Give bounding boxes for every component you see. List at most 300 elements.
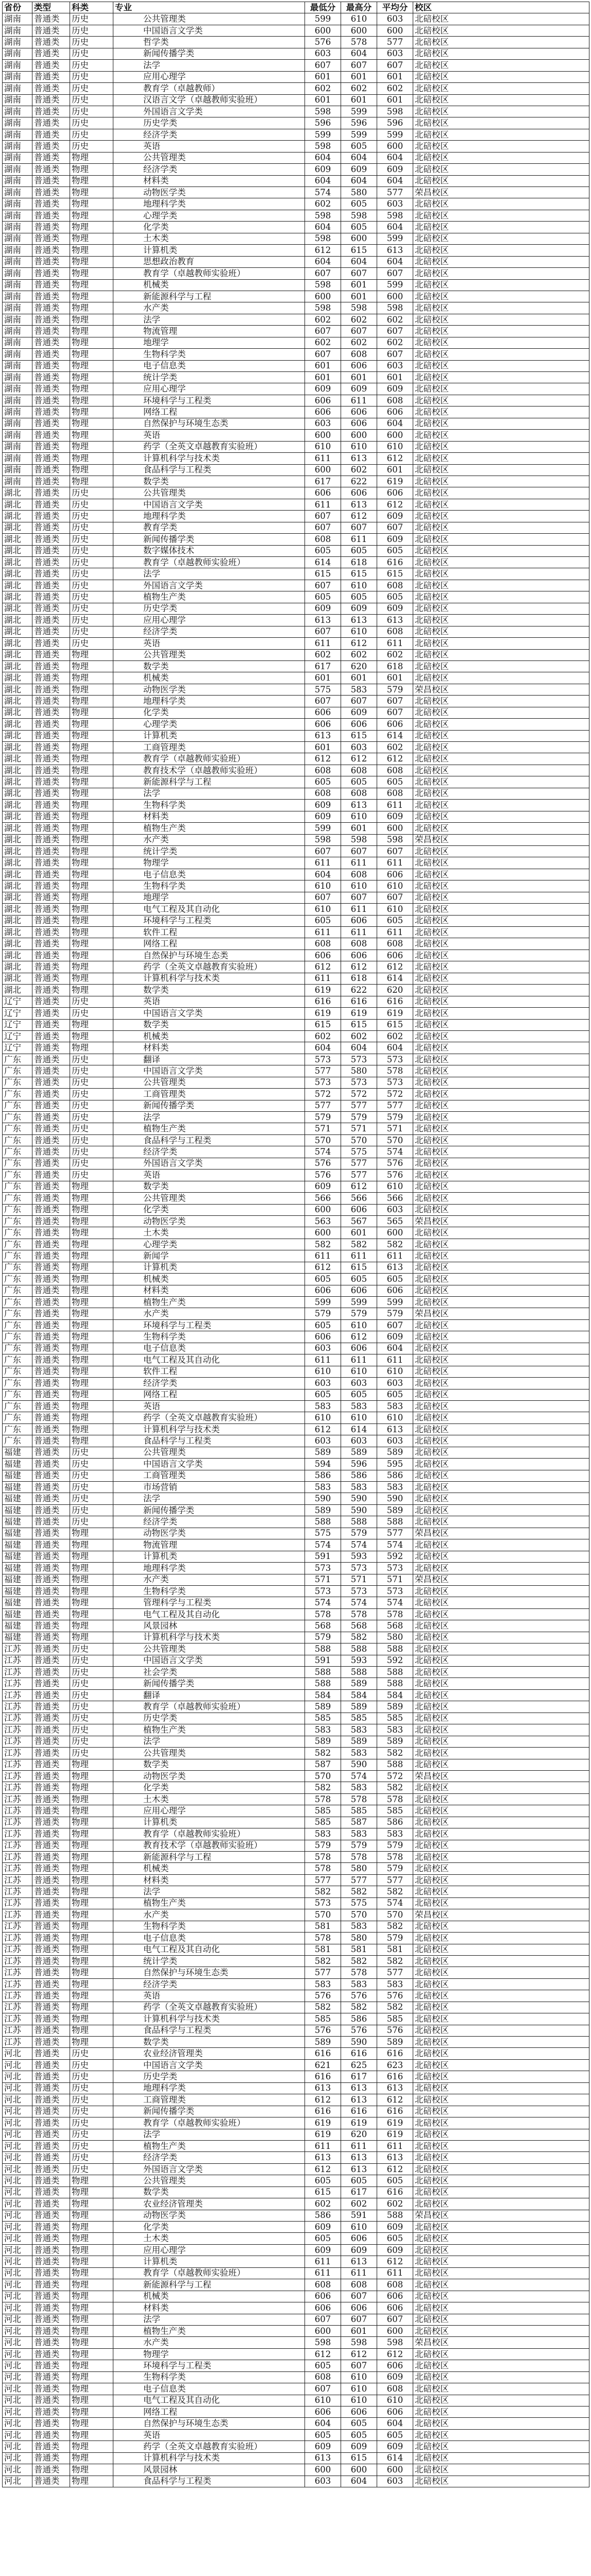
avg-score-cell: 598 (377, 2337, 413, 2348)
subject-cell: 物理 (70, 1793, 113, 1805)
subject-cell: 历史 (70, 1089, 113, 1100)
province-cell: 广东 (3, 1378, 32, 1389)
avg-score-cell: 601 (377, 464, 413, 476)
major-cell: 药学（全英文卓越教育实验班） (113, 961, 305, 973)
table-row (3, 1215, 589, 1227)
type-cell: 普通类 (32, 845, 70, 857)
min-score-cell: 576 (305, 2025, 341, 2036)
min-score-cell: 619 (305, 2129, 341, 2140)
max-score-cell: 573 (341, 1585, 377, 1597)
province-cell: 湖南 (3, 476, 32, 487)
max-score-cell: 588 (341, 1643, 377, 1655)
avg-score-cell: 582 (377, 1239, 413, 1250)
table-row (3, 25, 589, 36)
min-score-cell: 608 (305, 2279, 341, 2291)
major-cell: 工商管理类 (113, 1470, 305, 1481)
type-cell: 普通类 (32, 1435, 70, 1447)
avg-score-cell: 613 (377, 245, 413, 256)
major-cell: 中国语言文学类 (113, 1008, 305, 1019)
avg-score-cell: 605 (377, 1274, 413, 1285)
subject-cell: 物理 (70, 372, 113, 383)
type-cell: 普通类 (32, 1504, 70, 1516)
type-cell: 普通类 (32, 233, 70, 244)
max-score-cell: 615 (341, 568, 377, 580)
avg-score-cell: 615 (377, 568, 413, 580)
avg-score-cell: 610 (377, 1181, 413, 1192)
max-score-cell: 601 (341, 279, 377, 291)
max-score-cell: 589 (341, 1678, 377, 1689)
min-score-cell: 585 (305, 2013, 341, 2025)
major-cell: 土木类 (113, 2233, 305, 2244)
min-score-cell: 606 (305, 2302, 341, 2314)
subject-cell: 物理 (70, 302, 113, 314)
min-score-cell: 601 (305, 360, 341, 371)
major-cell: 材料类 (113, 811, 305, 822)
province-cell: 河北 (3, 2441, 32, 2452)
campus-cell: 荣昌校区 (413, 1308, 589, 1319)
major-cell: 工商管理类 (113, 2094, 305, 2106)
min-score-cell: 571 (305, 1123, 341, 1134)
avg-score-cell: 607 (377, 1319, 413, 1331)
province-cell: 河北 (3, 2348, 32, 2360)
campus-cell: 北碚校区 (413, 1852, 589, 1863)
max-score-cell: 609 (341, 164, 377, 175)
avg-score-cell: 599 (377, 1297, 413, 1308)
min-score-cell: 611 (305, 2140, 341, 2151)
max-score-cell: 610 (341, 2371, 377, 2383)
province-cell: 湖南 (3, 383, 32, 395)
type-cell: 普通类 (32, 1008, 70, 1019)
subject-cell: 物理 (70, 326, 113, 337)
min-score-cell: 602 (305, 83, 341, 94)
type-cell: 普通类 (32, 2198, 70, 2210)
max-score-cell: 586 (341, 1470, 377, 1481)
province-cell: 广东 (3, 1435, 32, 1447)
avg-score-cell: 570 (377, 1134, 413, 1146)
type-cell: 普通类 (32, 1748, 70, 1759)
subject-cell: 物理 (70, 175, 113, 187)
avg-score-cell: 607 (377, 2314, 413, 2325)
major-cell: 地理科学类 (113, 1563, 305, 1574)
table-row (3, 1597, 589, 1608)
avg-score-cell: 611 (377, 2267, 413, 2279)
major-cell: 水产类 (113, 1909, 305, 1921)
avg-score-cell: 603 (377, 360, 413, 371)
province-cell: 湖南 (3, 302, 32, 314)
type-cell: 普通类 (32, 1539, 70, 1551)
min-score-cell: 602 (305, 649, 341, 660)
max-score-cell: 611 (341, 1354, 377, 1366)
avg-score-cell: 579 (377, 1308, 413, 1319)
table-row (3, 1227, 589, 1239)
province-cell: 湖南 (3, 245, 32, 256)
table-row (3, 106, 589, 117)
campus-cell: 北碚校区 (413, 129, 589, 140)
type-cell: 普通类 (32, 83, 70, 94)
major-cell: 环境科学与工程类 (113, 2360, 305, 2371)
type-cell: 普通类 (32, 1158, 70, 1169)
avg-score-cell: 619 (377, 2129, 413, 2140)
major-cell: 地理科学类 (113, 198, 305, 210)
min-score-cell: 608 (305, 2371, 341, 2383)
subject-cell: 物理 (70, 1955, 113, 1967)
major-cell: 环境科学与工程类 (113, 1319, 305, 1331)
province-cell: 湖北 (3, 880, 32, 892)
major-cell: 法学 (113, 314, 305, 325)
province-cell: 广东 (3, 1123, 32, 1134)
avg-score-cell: 604 (377, 1343, 413, 1354)
min-score-cell: 611 (305, 857, 341, 869)
max-score-cell: 610 (341, 626, 377, 637)
avg-score-cell: 614 (377, 2452, 413, 2464)
campus-cell: 北碚校区 (413, 2279, 589, 2291)
type-cell: 普通类 (32, 1724, 70, 1736)
avg-score-cell: 611 (377, 2140, 413, 2151)
subject-cell: 历史 (70, 1146, 113, 1158)
major-cell: 心理学类 (113, 210, 305, 221)
major-cell: 数学类 (113, 2037, 305, 2048)
table-row (3, 1874, 589, 1886)
major-cell: 材料类 (113, 1285, 305, 1296)
major-cell: 植物生产类 (113, 2325, 305, 2336)
type-cell: 普通类 (32, 395, 70, 406)
subject-cell: 历史 (70, 996, 113, 1007)
table-row (3, 638, 589, 649)
max-score-cell: 615 (341, 245, 377, 256)
major-cell: 风景园林 (113, 2464, 305, 2476)
min-score-cell: 615 (305, 2187, 341, 2198)
type-cell: 普通类 (32, 2302, 70, 2314)
type-cell: 普通类 (32, 1112, 70, 1123)
province-cell: 湖北 (3, 730, 32, 741)
subject-cell: 历史 (70, 487, 113, 499)
max-score-cell: 616 (341, 2048, 377, 2059)
max-score-cell: 585 (341, 1805, 377, 1817)
subject-cell: 物理 (70, 210, 113, 221)
subject-cell: 历史 (70, 2152, 113, 2163)
major-cell: 外国语言文学类 (113, 1158, 305, 1169)
province-cell: 湖北 (3, 765, 32, 776)
avg-score-cell: 605 (377, 2175, 413, 2187)
avg-score-cell: 585 (377, 1713, 413, 1724)
campus-cell: 北碚校区 (413, 522, 589, 533)
avg-score-cell: 612 (377, 753, 413, 765)
major-cell: 新能源科学与工程 (113, 776, 305, 788)
max-score-cell: 566 (341, 1193, 377, 1204)
subject-cell: 物理 (70, 2025, 113, 2036)
avg-score-cell: 570 (377, 1909, 413, 1921)
avg-score-cell: 616 (377, 557, 413, 568)
province-cell: 广东 (3, 1297, 32, 1308)
avg-score-cell: 609 (377, 2371, 413, 2383)
campus-cell: 北碚校区 (413, 696, 589, 707)
subject-cell: 物理 (70, 198, 113, 210)
subject-cell: 历史 (70, 1470, 113, 1481)
type-cell: 普通类 (32, 1516, 70, 1528)
subject-cell: 物理 (70, 2210, 113, 2221)
table-row (3, 1967, 589, 1978)
campus-cell: 北碚校区 (413, 210, 589, 221)
type-cell: 普通类 (32, 2383, 70, 2395)
max-score-cell: 602 (341, 337, 377, 348)
province-cell: 河北 (3, 2267, 32, 2279)
subject-cell: 物理 (70, 1181, 113, 1192)
table-row (3, 1805, 589, 1817)
major-cell: 土木类 (113, 1793, 305, 1805)
campus-cell: 北碚校区 (413, 649, 589, 660)
max-score-cell: 606 (341, 2406, 377, 2418)
type-cell: 普通类 (32, 1089, 70, 1100)
avg-score-cell: 610 (377, 1366, 413, 1377)
major-cell: 经济学类 (113, 1978, 305, 1990)
avg-score-cell: 574 (377, 1539, 413, 1551)
province-cell: 湖北 (3, 800, 32, 811)
min-score-cell: 611 (305, 1354, 341, 1366)
campus-cell: 北碚校区 (413, 1470, 589, 1481)
major-cell: 植物生产类 (113, 1297, 305, 1308)
table-row (3, 349, 589, 360)
major-cell: 动物医学类 (113, 684, 305, 695)
table-row (3, 2383, 589, 2395)
campus-cell: 北碚校区 (413, 672, 589, 684)
major-cell: 电子信息类 (113, 1343, 305, 1354)
max-score-cell: 612 (341, 2348, 377, 2360)
min-score-cell: 609 (305, 164, 341, 175)
major-cell: 机械类 (113, 1863, 305, 1874)
province-cell: 湖南 (3, 441, 32, 452)
min-score-cell: 583 (305, 1828, 341, 1840)
campus-cell: 北碚校区 (413, 2441, 589, 2452)
min-score-cell: 582 (305, 1955, 341, 1967)
campus-cell: 北碚校区 (413, 1319, 589, 1331)
table-row (3, 1840, 589, 1851)
table-row (3, 441, 589, 452)
province-cell: 辽宁 (3, 996, 32, 1007)
max-score-cell: 574 (341, 1539, 377, 1551)
min-score-cell: 600 (305, 2464, 341, 2476)
table-row (3, 1632, 589, 1643)
subject-cell: 历史 (70, 1736, 113, 1747)
max-score-cell: 607 (341, 892, 377, 903)
min-score-cell: 608 (305, 534, 341, 545)
major-cell: 电气工程及其自动化 (113, 1608, 305, 1620)
major-cell: 地理科学类 (113, 511, 305, 522)
type-cell: 普通类 (32, 1909, 70, 1921)
major-cell: 法学 (113, 568, 305, 580)
major-cell: 材料类 (113, 2302, 305, 2314)
subject-cell: 物理 (70, 268, 113, 279)
header-province: 省份 (3, 2, 32, 13)
campus-cell: 北碚校区 (413, 1516, 589, 1528)
province-cell: 湖南 (3, 94, 32, 106)
min-score-cell: 606 (305, 1331, 341, 1343)
avg-score-cell: 607 (377, 522, 413, 533)
type-cell: 普通类 (32, 1782, 70, 1793)
max-score-cell: 610 (341, 1319, 377, 1331)
major-cell: 教育技术学（卓越教师实验班） (113, 765, 305, 776)
province-cell: 湖南 (3, 164, 32, 175)
campus-cell: 北碚校区 (413, 25, 589, 36)
type-cell: 普通类 (32, 152, 70, 163)
table-row (3, 337, 589, 348)
major-cell: 心理学类 (113, 719, 305, 730)
table-row (3, 511, 589, 522)
subject-cell: 物理 (70, 1620, 113, 1632)
table-row (3, 48, 589, 59)
province-cell: 福建 (3, 1493, 32, 1504)
avg-score-cell: 605 (377, 2233, 413, 2244)
major-cell: 法学 (113, 1736, 305, 1747)
min-score-cell: 599 (305, 13, 341, 25)
table-row (3, 1955, 589, 1967)
table-row (3, 776, 589, 788)
subject-cell: 物理 (70, 383, 113, 395)
min-score-cell: 572 (305, 1089, 341, 1100)
campus-cell: 北碚校区 (413, 800, 589, 811)
avg-score-cell: 609 (377, 511, 413, 522)
table-row (3, 1447, 589, 1458)
type-cell: 普通类 (32, 1239, 70, 1250)
avg-score-cell: 611 (377, 800, 413, 811)
major-cell: 法学 (113, 60, 305, 71)
min-score-cell: 602 (305, 198, 341, 210)
province-cell: 湖北 (3, 591, 32, 603)
min-score-cell: 606 (305, 707, 341, 718)
major-cell: 植物生产类 (113, 2140, 305, 2151)
avg-score-cell: 595 (377, 1459, 413, 1470)
campus-cell: 北碚校区 (413, 927, 589, 938)
type-cell: 普通类 (32, 106, 70, 117)
max-score-cell: 620 (341, 660, 377, 672)
province-cell: 广东 (3, 1065, 32, 1077)
campus-cell: 北碚校区 (413, 591, 589, 603)
avg-score-cell: 578 (377, 1608, 413, 1620)
type-cell: 普通类 (32, 869, 70, 880)
max-score-cell: 612 (341, 511, 377, 522)
major-cell: 公共管理类 (113, 1643, 305, 1655)
min-score-cell: 612 (305, 2348, 341, 2360)
type-cell: 普通类 (32, 441, 70, 452)
min-score-cell: 605 (305, 1389, 341, 1400)
campus-cell: 北碚校区 (413, 857, 589, 869)
table-row (3, 1146, 589, 1158)
campus-cell: 北碚校区 (413, 1077, 589, 1088)
campus-cell: 北碚校区 (413, 1620, 589, 1632)
major-cell: 物流管理 (113, 1539, 305, 1551)
subject-cell: 物理 (70, 2175, 113, 2187)
campus-cell: 北碚校区 (413, 776, 589, 788)
avg-score-cell: 598 (377, 106, 413, 117)
type-cell: 普通类 (32, 1297, 70, 1308)
min-score-cell: 607 (305, 892, 341, 903)
min-score-cell: 577 (305, 1100, 341, 1111)
table-row (3, 580, 589, 591)
avg-score-cell: 600 (377, 823, 413, 834)
subject-cell: 物理 (70, 2222, 113, 2233)
subject-cell: 物理 (70, 1933, 113, 1944)
subject-cell: 物理 (70, 730, 113, 741)
type-cell: 普通类 (32, 788, 70, 799)
min-score-cell: 615 (305, 1019, 341, 1030)
avg-score-cell: 603 (377, 1204, 413, 1215)
campus-cell: 北碚校区 (413, 1608, 589, 1620)
subject-cell: 物理 (70, 2406, 113, 2418)
type-cell: 普通类 (32, 2129, 70, 2140)
type-cell: 普通类 (32, 545, 70, 556)
subject-cell: 历史 (70, 83, 113, 94)
province-cell: 河北 (3, 2048, 32, 2059)
subject-cell: 物理 (70, 233, 113, 244)
province-cell: 湖南 (3, 349, 32, 360)
province-cell: 江苏 (3, 1955, 32, 1967)
max-score-cell: 579 (341, 1112, 377, 1123)
avg-score-cell: 609 (377, 811, 413, 822)
min-score-cell: 614 (305, 557, 341, 568)
type-cell: 普通类 (32, 615, 70, 626)
avg-score-cell: 604 (377, 1042, 413, 1054)
table-row (3, 71, 589, 82)
table-row (3, 1019, 589, 1030)
subject-cell: 物理 (70, 1400, 113, 1412)
type-cell: 普通类 (32, 2013, 70, 2025)
table-row (3, 1978, 589, 1990)
avg-score-cell: 588 (377, 1759, 413, 1770)
type-cell: 普通类 (32, 2163, 70, 2175)
table-row (3, 2395, 589, 2406)
table-row (3, 2013, 589, 2025)
campus-cell: 北碚校区 (413, 268, 589, 279)
campus-cell: 北碚校区 (413, 245, 589, 256)
campus-cell: 北碚校区 (413, 719, 589, 730)
type-cell: 普通类 (32, 2222, 70, 2233)
table-row (3, 1770, 589, 1782)
min-score-cell: 599 (305, 129, 341, 140)
major-cell: 农业经济管理类 (113, 2048, 305, 2059)
province-cell: 辽宁 (3, 1008, 32, 1019)
table-row (3, 985, 589, 996)
avg-score-cell: 606 (377, 2291, 413, 2302)
min-score-cell: 594 (305, 1459, 341, 1470)
campus-cell: 北碚校区 (413, 1459, 589, 1470)
table-row (3, 2233, 589, 2244)
table-row (3, 2267, 589, 2279)
type-cell: 普通类 (32, 1990, 70, 2002)
major-cell: 生物科学类 (113, 2371, 305, 2383)
avg-score-cell: 609 (377, 1331, 413, 1343)
max-score-cell: 613 (341, 2163, 377, 2175)
major-cell: 应用心理学 (113, 2244, 305, 2256)
campus-cell: 北碚校区 (413, 13, 589, 25)
major-cell: 英语 (113, 638, 305, 649)
table-row (3, 2371, 589, 2383)
type-cell: 普通类 (32, 268, 70, 279)
major-cell: 计算机类 (113, 1262, 305, 1273)
subject-cell: 物理 (70, 684, 113, 695)
subject-cell: 物理 (70, 1805, 113, 1817)
major-cell: 水产类 (113, 1308, 305, 1319)
header-major: 专业 (113, 2, 305, 13)
table-row (3, 314, 589, 325)
subject-cell: 历史 (70, 1170, 113, 1181)
campus-cell: 北碚校区 (413, 1921, 589, 1932)
major-cell: 教育技术学（卓越教师实验班） (113, 1840, 305, 1851)
avg-score-cell: 600 (377, 2464, 413, 2476)
province-cell: 江苏 (3, 1782, 32, 1793)
campus-cell: 北碚校区 (413, 1227, 589, 1239)
type-cell: 普通类 (32, 1667, 70, 1678)
major-cell: 教育学（卓越教师实验班） (113, 268, 305, 279)
subject-cell: 历史 (70, 1655, 113, 1666)
